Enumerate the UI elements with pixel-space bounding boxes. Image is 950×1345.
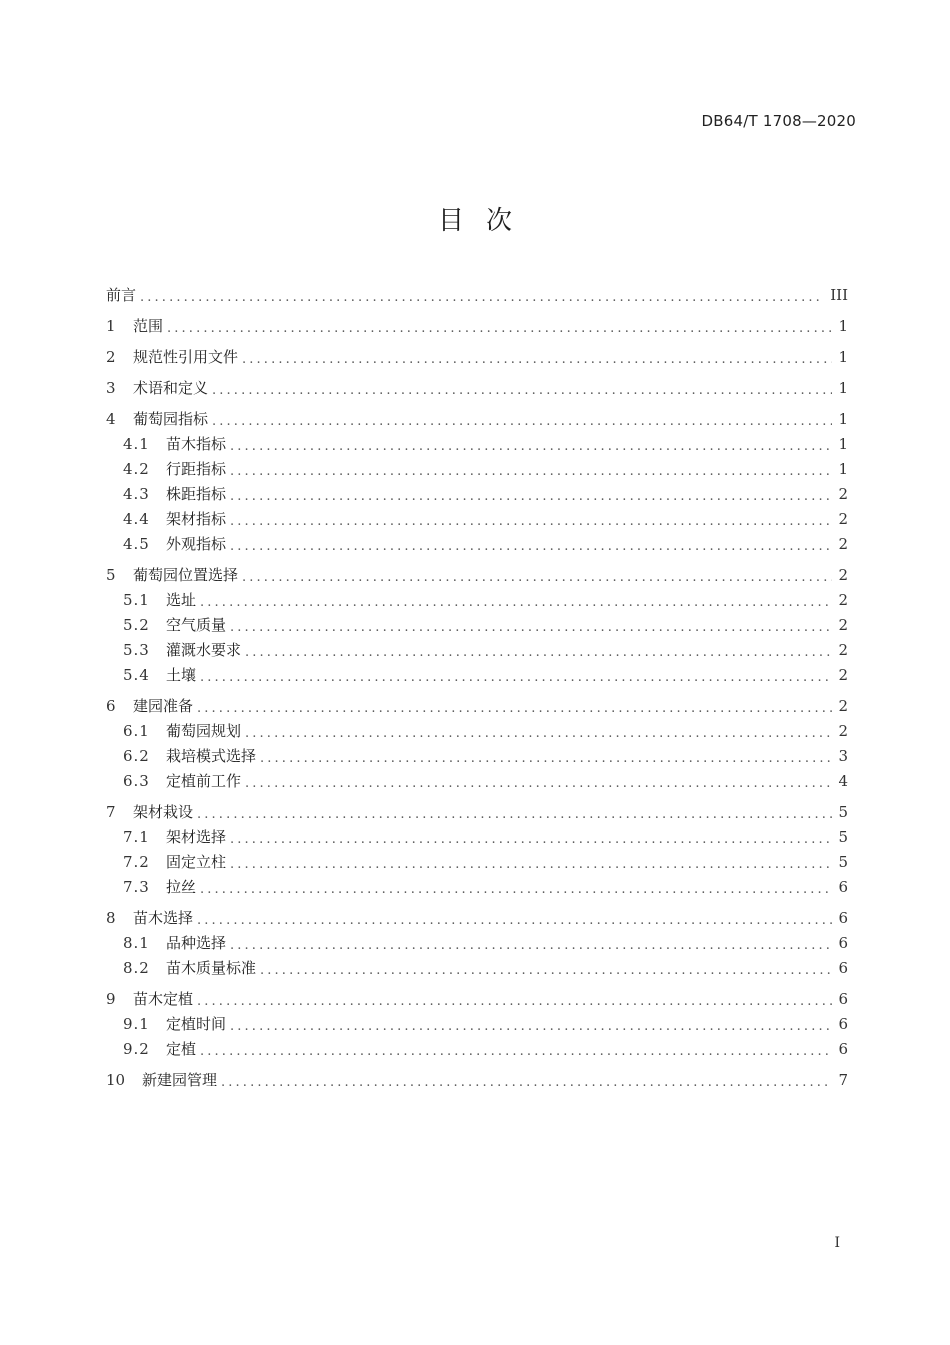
toc-entry-page: 2 <box>838 697 848 715</box>
toc-entry-number: 2 <box>106 348 116 366</box>
toc-entry[interactable] <box>106 800 848 825</box>
dot-leader <box>200 1039 832 1064</box>
toc-entry[interactable] <box>106 769 848 794</box>
toc-entry-page: 1 <box>838 348 848 366</box>
toc-entry-number: 6.2 <box>123 747 150 765</box>
toc-entry-number: 10 <box>106 1071 126 1089</box>
toc-entry[interactable] <box>106 563 848 588</box>
dot-leader <box>245 640 832 665</box>
dot-leader <box>212 378 832 403</box>
toc-entry-page: 1 <box>838 410 848 428</box>
toc-entry-label: 定植时间 <box>166 1015 227 1033</box>
toc-entry-page: 1 <box>838 317 848 335</box>
toc-entry-page: 6 <box>838 878 848 896</box>
toc-entry-page: 7 <box>838 1071 848 1089</box>
toc-entry-page: 1 <box>838 435 848 453</box>
toc-entry-label: 空气质量 <box>166 616 227 634</box>
toc-entry[interactable] <box>106 931 848 956</box>
dot-leader <box>230 459 832 484</box>
toc-entry-page: 6 <box>838 1015 848 1033</box>
toc-entry-label: 架材栽设 <box>133 803 194 821</box>
toc-entry-number: 6.1 <box>123 722 150 740</box>
toc-entry-number: 7.2 <box>123 853 150 871</box>
toc-entry-number: 9.2 <box>123 1040 150 1058</box>
toc-entry-page: 2 <box>838 485 848 503</box>
dot-leader <box>242 565 832 590</box>
toc-entry[interactable] <box>106 345 848 370</box>
toc-entry-label: 行距指标 <box>166 460 227 478</box>
toc-entry-number: 5.3 <box>123 641 150 659</box>
toc-entry-label: 葡萄园规划 <box>166 722 242 740</box>
toc-entry-page: 6 <box>838 959 848 977</box>
toc-entry[interactable] <box>106 507 848 532</box>
dot-leader <box>230 509 832 534</box>
toc-entry[interactable] <box>106 906 848 931</box>
page-number: I <box>834 1235 840 1251</box>
dot-leader <box>230 852 832 877</box>
toc-entry-page: 1 <box>838 460 848 478</box>
dot-leader <box>245 771 832 796</box>
toc-entry-label: 栽培模式选择 <box>166 747 257 765</box>
toc-entry-number: 7.3 <box>123 878 150 896</box>
toc-entry-page: 5 <box>838 853 848 871</box>
toc-entry-page: 5 <box>838 803 848 821</box>
table-of-contents <box>106 283 848 1093</box>
toc-entry-page: 6 <box>838 1040 848 1058</box>
toc-entry-number: 4 <box>106 410 116 428</box>
toc-entry-page: 6 <box>838 934 848 952</box>
toc-entry-label: 前言 <box>106 286 137 304</box>
toc-entry-label: 定植前工作 <box>166 772 242 790</box>
toc-entry-label: 株距指标 <box>166 485 227 503</box>
toc-entry-label: 架材指标 <box>166 510 227 528</box>
toc-entry-label: 架材选择 <box>166 828 227 846</box>
toc-entry-number: 7.1 <box>123 828 150 846</box>
toc-entry-page: 2 <box>838 510 848 528</box>
toc-entry[interactable] <box>106 314 848 339</box>
toc-entry-label: 苗木质量标准 <box>166 959 257 977</box>
toc-entry-number: 9.1 <box>123 1015 150 1033</box>
toc-entry-number: 4.4 <box>123 510 150 528</box>
dot-leader <box>200 590 832 615</box>
toc-entry[interactable] <box>106 1037 848 1062</box>
toc-entry[interactable] <box>106 588 848 613</box>
toc-entry-label: 苗木指标 <box>166 435 227 453</box>
toc-entry-label: 范围 <box>133 317 164 335</box>
toc-entry-label: 拉丝 <box>166 878 197 896</box>
toc-entry-number: 4.1 <box>123 435 150 453</box>
toc-entry-label: 葡萄园指标 <box>133 410 209 428</box>
toc-entry-page: 6 <box>838 909 848 927</box>
toc-entry-page: 5 <box>838 828 848 846</box>
dot-leader <box>197 908 832 933</box>
toc-entry-label: 术语和定义 <box>133 379 209 397</box>
toc-entry-label: 苗木定植 <box>133 990 194 1008</box>
toc-entry-page: 1 <box>838 379 848 397</box>
dot-leader <box>167 316 832 341</box>
dot-leader <box>230 933 832 958</box>
toc-entry[interactable] <box>106 694 848 719</box>
toc-entry-number: 4.5 <box>123 535 150 553</box>
toc-entry[interactable] <box>106 987 848 1012</box>
toc-entry-label: 葡萄园位置选择 <box>133 566 239 584</box>
dot-leader <box>230 827 832 852</box>
toc-entry[interactable] <box>106 532 848 557</box>
toc-entry-number: 3 <box>106 379 116 397</box>
toc-entry[interactable] <box>106 663 848 688</box>
toc-entry[interactable] <box>106 744 848 769</box>
toc-entry-number: 5.1 <box>123 591 150 609</box>
toc-entry[interactable] <box>106 432 848 457</box>
toc-entry[interactable] <box>106 956 848 981</box>
toc-entry-page: 2 <box>838 616 848 634</box>
toc-entry[interactable] <box>106 613 848 638</box>
dot-leader <box>197 989 832 1014</box>
toc-entry[interactable] <box>106 825 848 850</box>
toc-entry-page: 2 <box>838 722 848 740</box>
toc-entry-page: 6 <box>838 990 848 1008</box>
toc-entry-label: 定植 <box>166 1040 197 1058</box>
toc-entry-page: 2 <box>838 535 848 553</box>
toc-entry[interactable] <box>106 283 848 308</box>
dot-leader <box>197 802 832 827</box>
toc-entry-number: 5.2 <box>123 616 150 634</box>
toc-entry-number: 5 <box>106 566 116 584</box>
toc-entry-label: 固定立柱 <box>166 853 227 871</box>
toc-entry-page: 2 <box>838 641 848 659</box>
toc-entry-page: 2 <box>838 566 848 584</box>
toc-entry[interactable] <box>106 875 848 900</box>
dot-leader <box>230 615 832 640</box>
page-title: 目次 <box>437 206 534 236</box>
toc-entry-page: 4 <box>838 772 848 790</box>
standard-code: DB64/T 1708—2020 <box>701 112 856 130</box>
toc-entry-label: 土壤 <box>166 666 197 684</box>
dot-leader <box>230 434 832 459</box>
toc-entry-number: 8.2 <box>123 959 150 977</box>
dot-leader <box>140 285 824 310</box>
toc-entry[interactable] <box>106 482 848 507</box>
toc-entry-label: 苗木选择 <box>133 909 194 927</box>
toc-entry-number: 5.4 <box>123 666 150 684</box>
dot-leader <box>245 721 832 746</box>
toc-entry[interactable] <box>106 719 848 744</box>
toc-entry-number: 4.2 <box>123 460 150 478</box>
toc-entry-label: 选址 <box>166 591 197 609</box>
toc-entry[interactable] <box>106 1012 848 1037</box>
toc-entry-number: 7 <box>106 803 116 821</box>
toc-entry-number: 6.3 <box>123 772 150 790</box>
toc-entry-label: 新建园管理 <box>142 1071 218 1089</box>
dot-leader <box>200 665 832 690</box>
toc-entry[interactable] <box>106 457 848 482</box>
dot-leader <box>242 347 832 372</box>
toc-entry[interactable] <box>106 850 848 875</box>
toc-entry-number: 1 <box>106 317 116 335</box>
toc-entry-label: 品种选择 <box>166 934 227 952</box>
toc-entry-number: 8.1 <box>123 934 150 952</box>
toc-entry-label: 建园准备 <box>133 697 194 715</box>
toc-entry-page: 2 <box>838 666 848 684</box>
toc-entry-label: 外观指标 <box>166 535 227 553</box>
toc-entry-number: 6 <box>106 697 116 715</box>
toc-entry[interactable] <box>106 1068 848 1093</box>
toc-entry-number: 4.3 <box>123 485 150 503</box>
dot-leader <box>230 484 832 509</box>
toc-entry[interactable] <box>106 638 848 663</box>
toc-entry-page: 2 <box>838 591 848 609</box>
dot-leader <box>230 1014 832 1039</box>
toc-entry-label: 规范性引用文件 <box>133 348 239 366</box>
toc-entry[interactable] <box>106 407 848 432</box>
toc-entry-number: 9 <box>106 990 116 1008</box>
dot-leader <box>260 746 832 771</box>
dot-leader <box>197 696 832 721</box>
toc-entry-number: 8 <box>106 909 116 927</box>
dot-leader <box>200 877 832 902</box>
dot-leader <box>260 958 832 983</box>
toc-entry-page: III <box>830 286 848 304</box>
dot-leader <box>221 1070 832 1095</box>
dot-leader <box>212 409 832 434</box>
toc-entry-page: 3 <box>838 747 848 765</box>
toc-entry[interactable] <box>106 376 848 401</box>
dot-leader <box>230 534 832 559</box>
toc-entry-label: 灌溉水要求 <box>166 641 242 659</box>
